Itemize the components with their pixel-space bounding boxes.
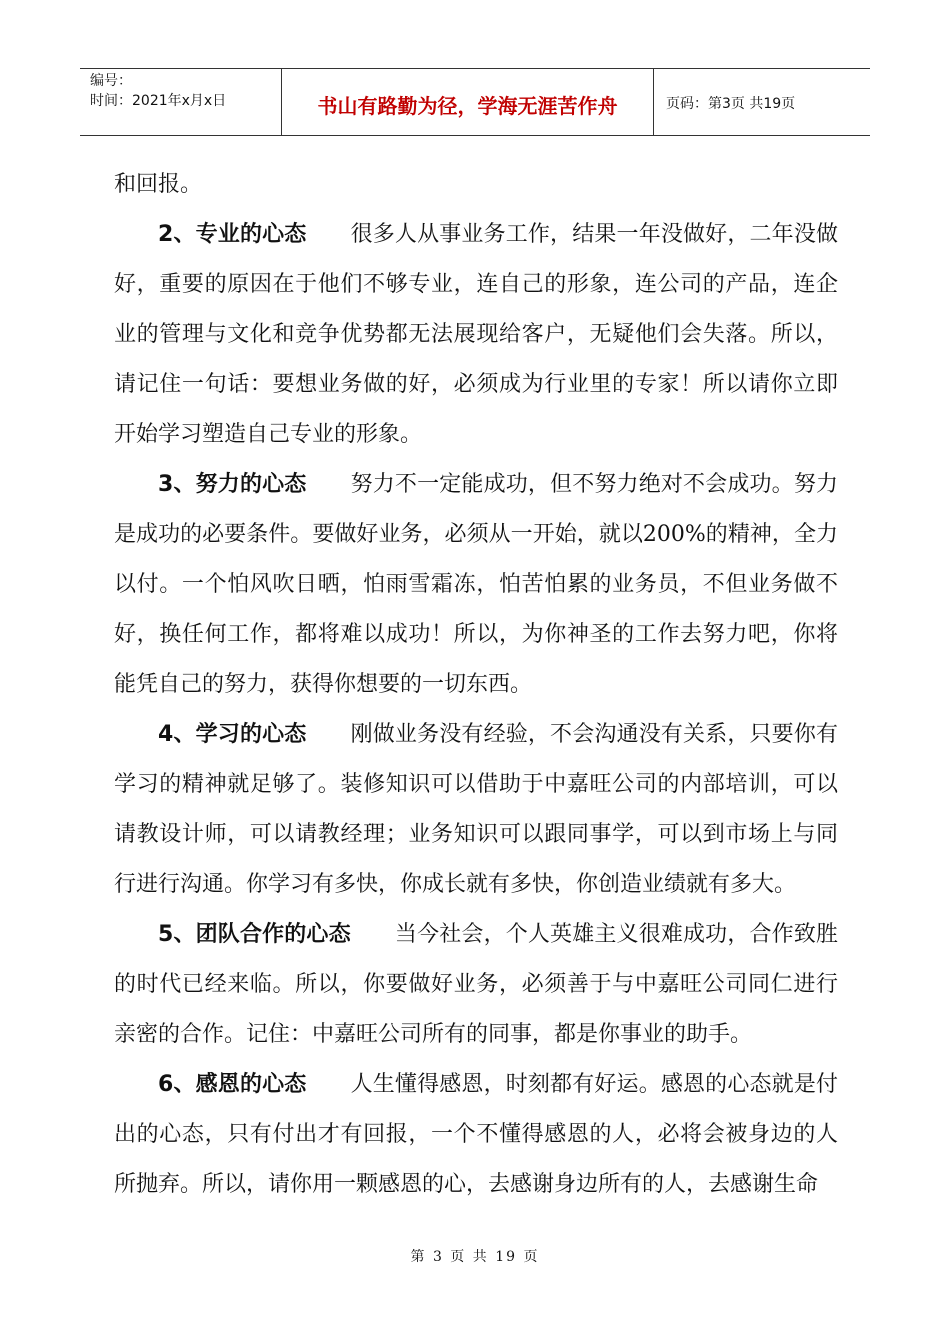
- section-heading: 2、专业的心态: [158, 222, 307, 247]
- section-text: 刚做业务没有经验，不会沟通没有关系，只要你有学习的精神就足够了。装修知识可以借助于中嘉旺公司的内部培训，可以请教设计师，可以请教经理；业务知识可以跟同事学，可以到市场上与同行进行沟通。你学习有多快，你成长就有多快，你创造业绩就有多大。: [114, 722, 838, 897]
- section-paragraph: [114, 1060, 838, 1210]
- header-motto: 书山有路勤为径，学海无涯苦作舟: [282, 69, 654, 135]
- header-meta-cell: [80, 69, 282, 135]
- page-footer: 第 3 页 共 19 页: [410, 1249, 540, 1265]
- section-paragraph: [114, 710, 838, 910]
- section-text: 努力不一定能成功，但不努力绝对不会成功。努力是成功的必要条件。要做好业务，必须从一开始，就以200%的精神，全力以付。一个怕风吹日晒，怕雨雪霜冻，怕苦怕累的业务员，不但业务做不好，换任何工作，都将难以成功！所以，为你神圣的工作去努力吧，你将能凭自己的努力，获得你想要的一切东西。: [114, 472, 838, 697]
- document-number-label: 编号：: [90, 73, 132, 89]
- section-text: 当今社会，个人英雄主义很难成功，合作致胜的时代已经来临。所以，你要做好业务，必须善于与中嘉旺公司同仁进行亲密的合作。记住：中嘉旺公司所有的同事，都是你事业的助手。: [114, 922, 838, 1047]
- document-header: [80, 68, 870, 136]
- section-paragraph: [114, 210, 838, 460]
- section-heading: 5、团队合作的心态: [158, 922, 351, 947]
- section-text: 人生懂得感恩，时刻都有好运。感恩的心态就是付出的心态，只有付出才有回报，一个不懂得感恩的人，必将会被身边的人所抛弃。所以，请你用一颗感恩的心，去感谢身边所有的人，去感谢生命: [114, 1072, 838, 1197]
- document-body: [114, 160, 838, 1210]
- section-heading: 6、感恩的心态: [158, 1072, 307, 1097]
- document-time-label: 时间：2021年x月x日: [90, 93, 227, 109]
- intro-line: 和回报。: [114, 172, 203, 197]
- section-paragraph: [114, 910, 838, 1060]
- section-heading: 3、努力的心态: [158, 472, 307, 497]
- section-text: 很多人从事业务工作，结果一年没做好，二年没做好，重要的原因在于他们不够专业，连自己的形象，连公司的产品，连企业的管理与文化和竞争优势都无法展现给客户，无疑他们会失落。所以，请记住一句话：要想业务做的好，必须成为行业里的专家！所以请你立即开始学习塑造自己专业的形象。: [114, 222, 838, 447]
- section-paragraph: [114, 460, 838, 710]
- header-page-info: 页码：第3页 共19页: [666, 96, 796, 112]
- section-heading: 4、学习的心态: [158, 722, 307, 747]
